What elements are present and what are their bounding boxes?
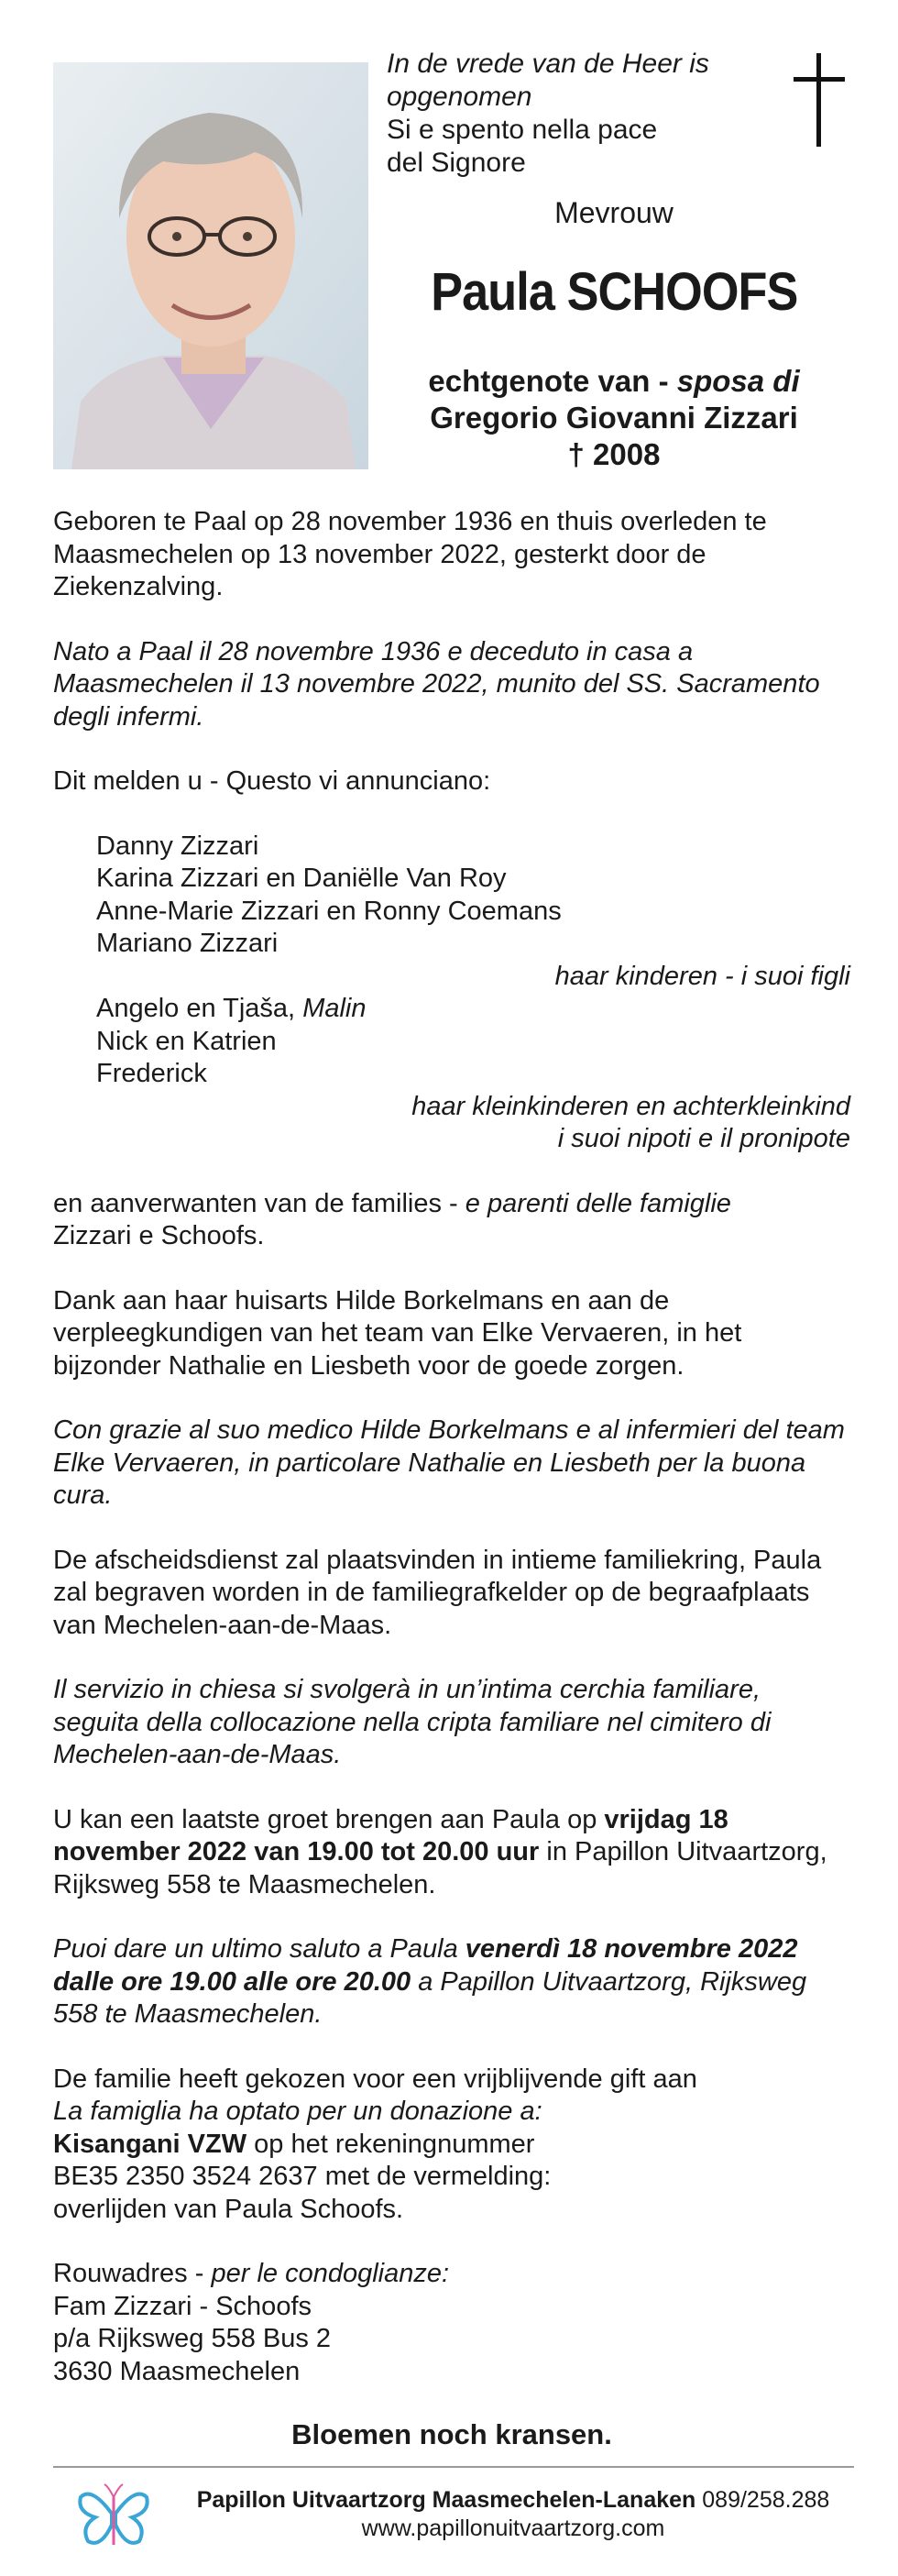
cross-icon	[794, 53, 845, 147]
address-line2: p/a Rijksweg 558 Bus 2	[53, 2324, 332, 2353]
grandchild-line	[96, 993, 850, 1026]
visit-it-date: venerdì 18 novembre 2022 dalle ore 19.00 alle ore 20.00	[53, 1934, 798, 1997]
closing-note: Bloemen noch kransen.	[291, 2418, 612, 2450]
verse-nl-line2: opgenomen	[387, 82, 532, 112]
gift-line2: La famiglia ha optato per un donazione a:	[53, 2097, 542, 2126]
spouse-line	[385, 363, 843, 400]
great-grandchild-name: Malin	[302, 994, 367, 1023]
spouse-label-it: sposa di	[676, 364, 800, 398]
deceased-name: Paula SCHOOFS	[430, 262, 798, 322]
visit-nl-post: in Papillon Uitvaartzorg, Rijksweg 558 te Maasmechelen.	[53, 1837, 827, 1899]
condolence-address	[53, 2258, 850, 2388]
gift-org: Kisangani VZW	[53, 2129, 247, 2159]
grandchild-line: Nick en Katrien	[96, 1026, 277, 1056]
grandchildren-label-it: i suoi nipoti e il pronipote	[557, 1124, 850, 1153]
address-label-nl: Rouwadres -	[53, 2259, 212, 2288]
grandchildren-list	[96, 993, 850, 1091]
service-it: Il servizio in chiesa si svolgerà in un’intima cerchia familiare, seguita della collocazione nella cripta familiare nel cimitero di Mechelen-aan-de-Maas.	[53, 1675, 772, 1769]
address-label-it: per le condoglianze:	[211, 2259, 450, 2288]
honorific: Mevrouw	[554, 196, 674, 229]
relatives-it: e parenti delle famiglie	[465, 1188, 731, 1218]
children-list	[96, 831, 850, 961]
verse-it-line1: Si e spento nella pace	[387, 115, 658, 145]
birth-it: Nato a Paal il 28 novembre 1936 e deceduto in casa a Maasmechelen il 13 novembre 2022, munito del SS. Sacramento degli infermi.	[53, 636, 820, 732]
announce: Dit melden u - Questo vi annunciano:	[53, 766, 491, 796]
funeral-home-phone: 089/258.288	[695, 2487, 830, 2513]
service-nl: De afscheidsdienst zal plaatsvinden in intieme familiekring, Paula zal begraven worden in de familiegrafkelder op de begraafplaats van Mechelen-aan-de-Maas.	[53, 1545, 822, 1640]
birth-nl: Geboren te Paal op 28 november 1936 en thuis overleden te Maasmechelen op 13 november 2022, gesterkt door de Ziekenzalving.	[53, 507, 767, 601]
grandchildren-label-nl: haar kleinkinderen en achterkleinkind	[411, 1091, 850, 1121]
relatives-nl: en aanverwanten van de families -	[53, 1188, 465, 1218]
visit-nl-pre: U kan een laatste groet brengen aan Paula op	[53, 1804, 605, 1834]
gift-account: BE35 2350 3524 2637 met de vermelding:	[53, 2162, 552, 2191]
visit-it-post: a Papillon Uitvaartzorg, Rijksweg 558 te Maasmechelen.	[53, 1966, 807, 2029]
address-line1: Fam Zizzari - Schoofs	[53, 2291, 312, 2321]
spouse-death: † 2008	[567, 437, 661, 471]
title-block	[385, 194, 843, 473]
visit-it	[53, 1933, 850, 2031]
relatives	[53, 1188, 850, 1253]
gift	[53, 2064, 850, 2227]
address-line3: 3630 Maasmechelen	[53, 2356, 301, 2386]
relatives-families: Zizzari e Schoofs.	[53, 1221, 265, 1250]
funeral-home-website[interactable]: www.papillonuitvaartzorg.com	[361, 2515, 665, 2541]
thanks-it: Con grazie al suo medico Hilde Borkelmans e al infermieri del team Elke Vervaeren, in particolare Nathalie en Liesbeth per la buona cura.	[53, 1415, 845, 1510]
grandchild-names: Angelo en Tjaša,	[96, 994, 303, 1023]
gift-mention: overlijden van Paula Schoofs.	[53, 2194, 404, 2224]
visit-nl	[53, 1804, 850, 1902]
grandchild-line: Frederick	[96, 1059, 207, 1088]
portrait-photo	[53, 62, 368, 469]
child-name: Danny Zizzari	[96, 831, 259, 861]
verse-it-line2: del Signore	[387, 148, 526, 178]
gift-line3: op het rekeningnummer	[246, 2129, 535, 2159]
children-label: haar kinderen - i suoi figli	[554, 961, 850, 991]
portrait-illustration	[53, 62, 368, 469]
child-name: Mariano Zizzari	[96, 929, 279, 958]
visit-it-pre: Puoi dare un ultimo saluto a Paula	[53, 1934, 465, 1964]
child-name: Anne-Marie Zizzari en Ronny Coemans	[96, 896, 562, 926]
thanks-nl: Dank aan haar huisarts Hilde Borkelmans en aan de verpleegkundigen van het team van Elke Vervaeren, in het bijzonder Nathalie en Liesbeth voor de goede zorgen.	[53, 1285, 742, 1381]
gift-line1: De familie heeft gekozen voor een vrijblijvende gift aan	[53, 2064, 697, 2094]
notice-body	[53, 506, 850, 2451]
verse	[387, 48, 781, 180]
footer-divider	[53, 2466, 854, 2468]
visit-nl-date: vrijdag 18 november 2022 van 19.00 tot 20.00 uur	[53, 1804, 728, 1866]
spouse-label-nl: echtgenote van -	[428, 364, 677, 398]
funeral-home-name: Papillon Uitvaartzorg Maasmechelen-Lanaken	[196, 2487, 696, 2513]
verse-nl-line1: In de vrede van de Heer is	[387, 49, 709, 79]
butterfly-logo-icon	[77, 2481, 150, 2554]
funeral-home	[165, 2486, 861, 2543]
spouse-name: Gregorio Giovanni Zizzari	[430, 401, 798, 435]
child-name: Karina Zizzari en Daniëlle Van Roy	[96, 864, 507, 893]
